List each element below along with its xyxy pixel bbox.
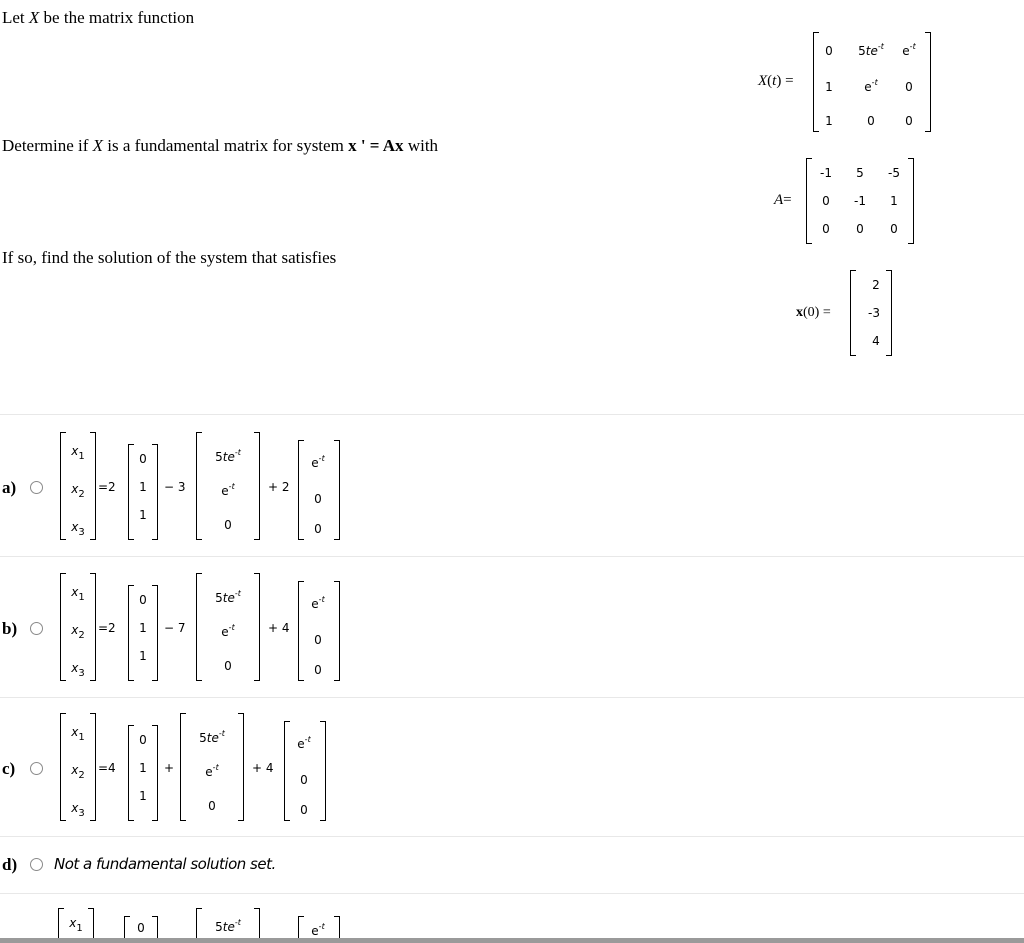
coef-3: + 4	[268, 621, 290, 635]
coef-3: + 2	[268, 480, 290, 494]
separator	[0, 836, 1024, 837]
x-cell-3-3: 0	[905, 114, 913, 128]
coef-2: − 3	[164, 480, 186, 494]
option-a-letter: a)	[2, 478, 17, 497]
a-cell-2-1: 0	[822, 194, 830, 208]
next-option-expression	[0, 906, 360, 938]
coef-1: =4	[98, 761, 116, 775]
coef-3: + 4	[252, 761, 274, 775]
a-cell-1-1: -1	[820, 166, 832, 180]
x-cell-2-2: $e^{-t}$	[864, 78, 878, 94]
separator	[0, 414, 1024, 415]
a-matrix	[806, 158, 914, 244]
x-matrix	[813, 32, 931, 132]
x-vector: $x_1$ $x_2$ $x_3$	[60, 432, 96, 540]
coef-1: =2	[98, 621, 116, 635]
intro-line-3: If so, find the solution of the system that satisfies	[2, 248, 337, 267]
horizontal-scrollbar[interactable]	[0, 938, 1024, 943]
x0-vector	[850, 270, 892, 356]
option-d-letter: d)	[2, 855, 18, 874]
x0-label: x(0) =	[796, 305, 831, 320]
option-d-radio[interactable]	[30, 858, 43, 871]
a-cell-1-3: -5	[888, 166, 900, 180]
coef-1: =2	[98, 480, 116, 494]
x0-cell-3: 4	[872, 334, 880, 348]
option-d-text: Not a fundamental solution set.	[54, 855, 276, 873]
x-cell-3-1: 1	[825, 114, 833, 128]
option-b-letter: b)	[2, 619, 18, 638]
x-matrix-label: X(t) =	[758, 73, 794, 89]
vector-2: $5te^{-t}$ $e^{-t}$ 0	[180, 713, 244, 821]
vector-3: $e^{-t}$	[298, 916, 340, 938]
vector-3: $e^{-t}$ 0 0	[298, 581, 340, 681]
x-cell-2-3: 0	[905, 80, 913, 94]
vector-1: 0 1 1	[128, 444, 158, 540]
vector-1: 0 1 1	[128, 725, 158, 821]
coef-2: − 7	[164, 621, 186, 635]
a-cell-3-3: 0	[890, 222, 898, 236]
intro-line-2: Determine if X is a fundamental matrix for system x ' = Ax with	[2, 136, 439, 155]
x-cell-1-3: $e^{-t}$	[902, 42, 916, 58]
a-cell-1-2: 5	[856, 166, 864, 180]
x0-cell-2: -3	[868, 306, 880, 320]
a-cell-3-1: 0	[822, 222, 830, 236]
a-cell-2-2: -1	[854, 194, 866, 208]
vector-3: $e^{-t}$ 0 0	[284, 721, 326, 821]
separator	[0, 893, 1024, 894]
option-a-expression	[0, 430, 360, 545]
a-matrix-label: A=	[774, 192, 792, 208]
intro-line-1: Let X be the matrix function	[2, 8, 195, 27]
option-b-expression	[0, 571, 360, 686]
separator	[0, 556, 1024, 557]
vector-2: $5te^{-t}$ $e^{-t}$ 0	[196, 573, 260, 681]
vector-3: $e^{-t}$ 0 0	[298, 440, 340, 540]
option-c-expression	[0, 711, 360, 826]
x-cell-3-2: 0	[867, 114, 875, 128]
separator	[0, 697, 1024, 698]
x-cell-2-1: 1	[825, 80, 833, 94]
vector-1: 0	[124, 916, 158, 938]
x-cell-1-2: $5te^{-t}$	[858, 42, 884, 58]
x-vector: $x_1$	[58, 908, 94, 938]
vector-2: $5te^{-t}$	[196, 908, 260, 938]
a-cell-3-2: 0	[856, 222, 864, 236]
option-c-letter: c)	[2, 759, 16, 778]
x-vector: $x_1$ $x_2$ $x_3$	[60, 573, 96, 681]
x0-cell-1: 2	[872, 278, 880, 292]
vector-2: $5te^{-t}$ $e^{-t}$ 0	[196, 432, 260, 540]
a-cell-2-3: 1	[890, 194, 898, 208]
coef-2: +	[164, 761, 175, 775]
x-cell-1-1: 0	[825, 44, 833, 58]
vector-1: 0 1 1	[128, 585, 158, 681]
x-vector: $x_1$ $x_2$ $x_3$	[60, 713, 96, 821]
